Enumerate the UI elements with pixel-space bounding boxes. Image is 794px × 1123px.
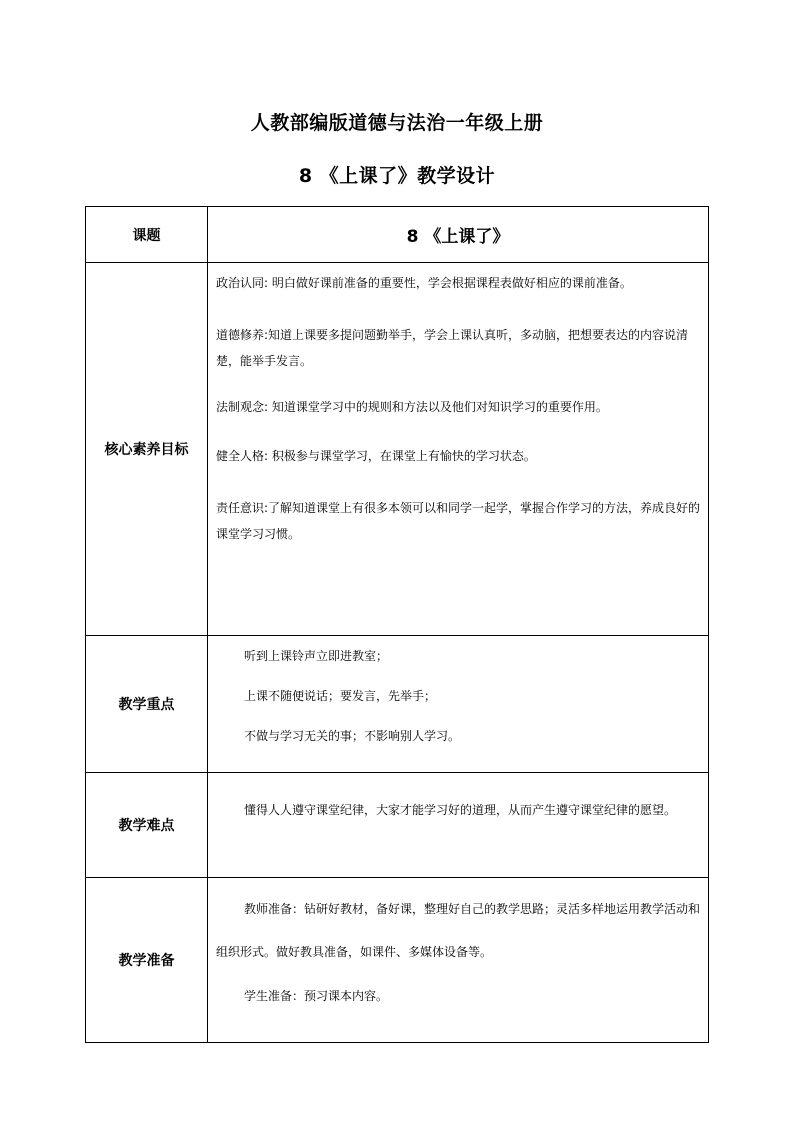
focus-item: 不做与学习无关的事；不影响别人学习。 [244, 729, 461, 743]
goal-personality: 健全人格: 积极参与课堂学习，在课堂上有愉快的学习状态。 [216, 449, 536, 463]
table-row-goals [86, 263, 709, 636]
goal-moral: 道德修养:知道上课要多提问题勤举手，学会上课认真听，多动脑，把想要表达的内容说清楚，能举手发言。 [216, 328, 689, 368]
goal-political: 政治认同: 明白做好课前准备的重要性，学会根据课程表做好相应的课前准备。 [216, 276, 632, 290]
goals-label: 核心素养目标 [86, 263, 208, 636]
goal-legal: 法制观念: 知道课堂学习中的规则和方法以及他们对知识学习的重要作用。 [216, 400, 608, 414]
table-row-preparation [86, 878, 709, 1043]
table-row-difficulty [86, 773, 709, 878]
difficulty-label: 教学难点 [86, 773, 208, 878]
goal-responsibility: 责任意识:了解知道课堂上有很多本领可以和同学一起学，掌握合作学习的方法，养成良好的课堂学习习惯。 [216, 501, 701, 541]
table-row-focus [86, 636, 709, 773]
topic-value: 8 《上课了》 [208, 207, 709, 263]
difficulty-cell [208, 773, 709, 878]
document-title: 人教部编版道德与法治一年级上册 [250, 112, 544, 134]
focus-cell [208, 636, 709, 773]
topic-label: 课题 [86, 207, 208, 263]
preparation-label: 教学准备 [86, 878, 208, 1043]
focus-item: 上课不随便说话；要发言，先举手； [244, 689, 437, 703]
preparation-cell [208, 878, 709, 1043]
document-subtitle: 8 《上课了》教学设计 [298, 165, 496, 187]
focus-label: 教学重点 [86, 636, 208, 773]
table-row-topic [86, 207, 709, 263]
preparation-teacher: 教师准备：钻研好教材，备好课，整理好自己的教学思路；灵活多样地运用教学活动和组织形式。做好教具准备，如课件、多媒体设备等。 [216, 902, 701, 959]
difficulty-text: 懂得人人遵守课堂纪律，大家才能学习好的道理，从而产生遵守课堂纪律的愿望。 [244, 803, 677, 817]
lesson-plan-table [85, 206, 709, 1043]
goals-cell [208, 263, 709, 636]
preparation-student: 学生准备：预习课本内容。 [244, 989, 389, 1003]
focus-item: 听到上课铃声立即进教室； [244, 649, 389, 663]
